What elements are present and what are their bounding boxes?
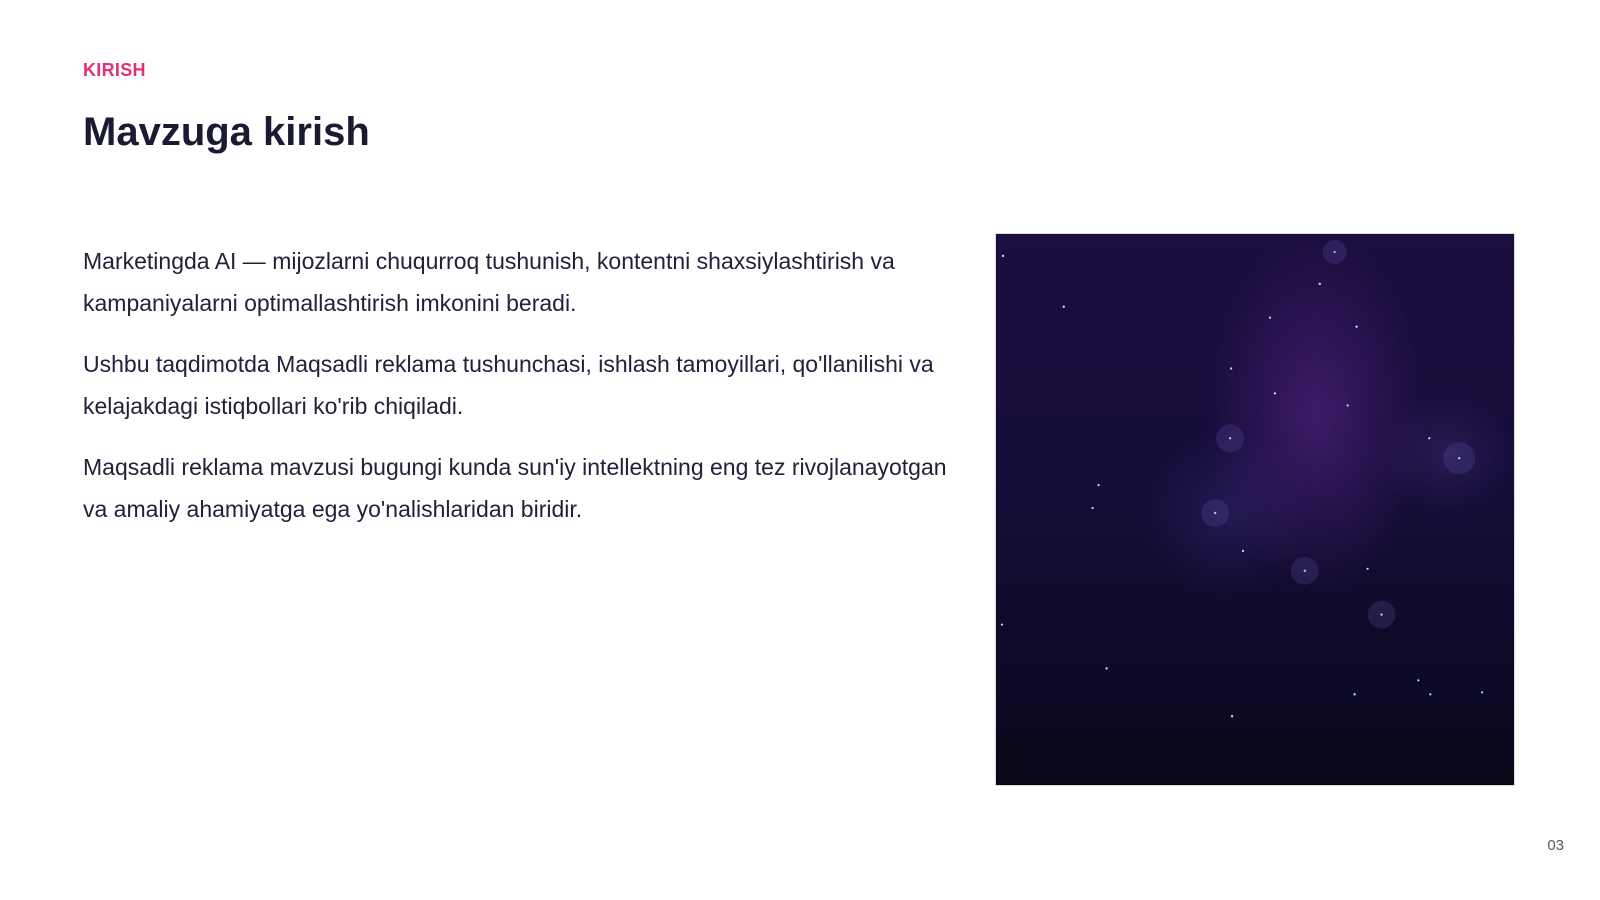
star	[1001, 623, 1003, 625]
star	[1428, 437, 1430, 439]
glow	[1443, 442, 1475, 474]
page-number: 03	[1547, 837, 1564, 854]
star	[1353, 693, 1355, 695]
star	[1092, 507, 1094, 509]
glow	[1201, 499, 1229, 527]
star	[1105, 667, 1107, 669]
star	[1098, 484, 1100, 486]
star	[1002, 255, 1004, 257]
section-eyebrow: KIRISH	[83, 60, 146, 80]
paragraph-2: Ushbu taqdimotda Maqsadli reklama tushunchasi, ishlash tamoyillari, qo'llanilishi va kelajakdagi istiqbollari ko'rib chiqiladi.	[83, 351, 934, 419]
star	[1429, 693, 1431, 695]
star	[1230, 367, 1232, 369]
slide-title: Mavzuga kirish	[83, 110, 370, 154]
star	[1481, 691, 1483, 693]
star	[1366, 568, 1368, 570]
star	[1242, 550, 1244, 552]
glow	[1216, 424, 1244, 452]
star	[1319, 283, 1321, 285]
star	[1231, 715, 1233, 717]
glow	[1368, 601, 1396, 629]
star	[1355, 325, 1357, 327]
paragraph-1: Marketingda AI — mijozlarni chuqurroq tushunish, kontentni shaxsiylashtirish va kampaniyalarni optimallashtirish imkonini beradi.	[83, 248, 895, 316]
star	[1347, 404, 1349, 406]
star	[1274, 392, 1276, 394]
star	[1269, 317, 1271, 319]
star	[1417, 679, 1419, 681]
star	[1063, 306, 1065, 308]
paragraph-3: Maqsadli reklama mavzusi bugungi kunda sun'iy intellektning eng tez rivojlanayotgan va amaliy ahamiyatga ega yo'nalishlaridan biridir.	[83, 454, 947, 522]
glow	[1291, 557, 1319, 585]
starfield-image	[995, 233, 1515, 786]
starfield-svg	[996, 234, 1514, 785]
glow	[1323, 240, 1347, 264]
body-text	[83, 240, 953, 549]
